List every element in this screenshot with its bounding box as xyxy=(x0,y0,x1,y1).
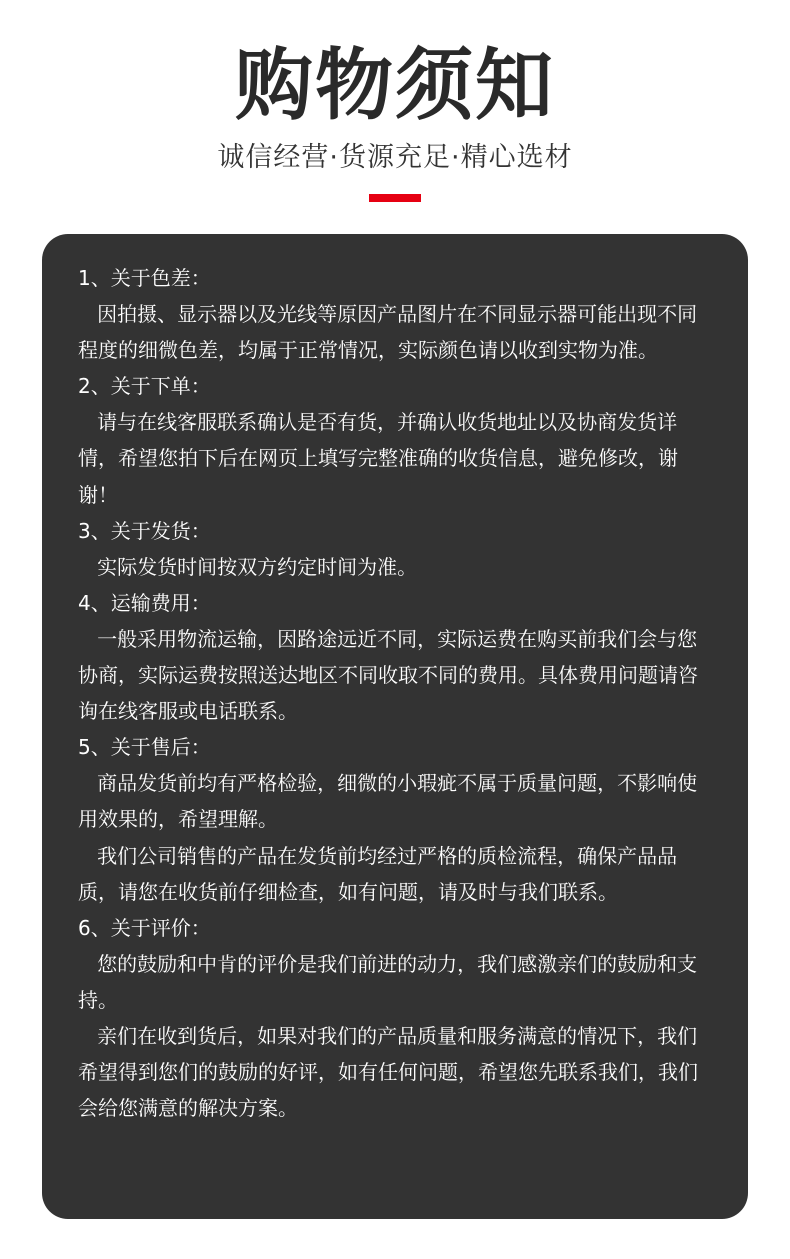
page-title: 购物须知 xyxy=(234,41,555,131)
section-text-reviews-2: 亲们在收到货后，如果对我们的产品质量和服务满意的情况下，我们希望得到您们的鼓励的好评，如有任何问题，希望您先联系我们，我们会给您满意的解决方案。 xyxy=(78,1023,698,1121)
section-heading-shipping: 3、关于发货： xyxy=(78,518,211,543)
section-text-ordering: 请与在线客服联系确认是否有货，并确认收货地址以及协商发货详情，希望您拍下后在网页上填写完整准确的收货信息，避免修改，谢谢！ xyxy=(78,410,678,507)
section-heading-after-sales: 5、关于售后： xyxy=(78,735,211,760)
section-heading-freight: 4、运输费用： xyxy=(78,590,211,615)
section-text-freight: 一般采用物流运输，因路途远近不同，实际运费在购买前我们会与您协商，实际运费按照送达地区不同收取不同的费用。具体费用问题请咨询在线客服或电话联系。 xyxy=(78,626,698,724)
notice-body xyxy=(78,260,704,1126)
title-accent-bar xyxy=(369,194,421,202)
notice-panel xyxy=(42,234,748,1219)
page-subtitle: 诚信经营·货源充足·精心选材 xyxy=(217,142,573,173)
section-text-reviews-1: 您的鼓励和中肯的评价是我们前进的动力，我们感激亲们的鼓励和支持。 xyxy=(78,951,698,1012)
section-heading-color-difference: 1、关于色差： xyxy=(78,266,211,290)
section-text-after-sales-2: 我们公司销售的产品在发货前均经过严格的质检流程，确保产品品质，请您在收货前仔细检查，如有问题，请及时与我们联系。 xyxy=(78,843,678,904)
section-text-shipping: 实际发货时间按双方约定时间为准。 xyxy=(78,554,418,579)
section-text-color-difference: 因拍摄、显示器以及光线等原因产品图片在不同显示器可能出现不同程度的细微色差，均属于正常情况，实际颜色请以收到实物为准。 xyxy=(78,302,698,363)
section-heading-reviews: 6、关于评价： xyxy=(78,915,211,940)
section-text-after-sales-1: 商品发货前均有严格检验，细微的小瑕疵不属于质量问题，不影响使用效果的，希望理解。 xyxy=(78,771,698,832)
section-heading-ordering: 2、关于下单： xyxy=(78,374,211,399)
